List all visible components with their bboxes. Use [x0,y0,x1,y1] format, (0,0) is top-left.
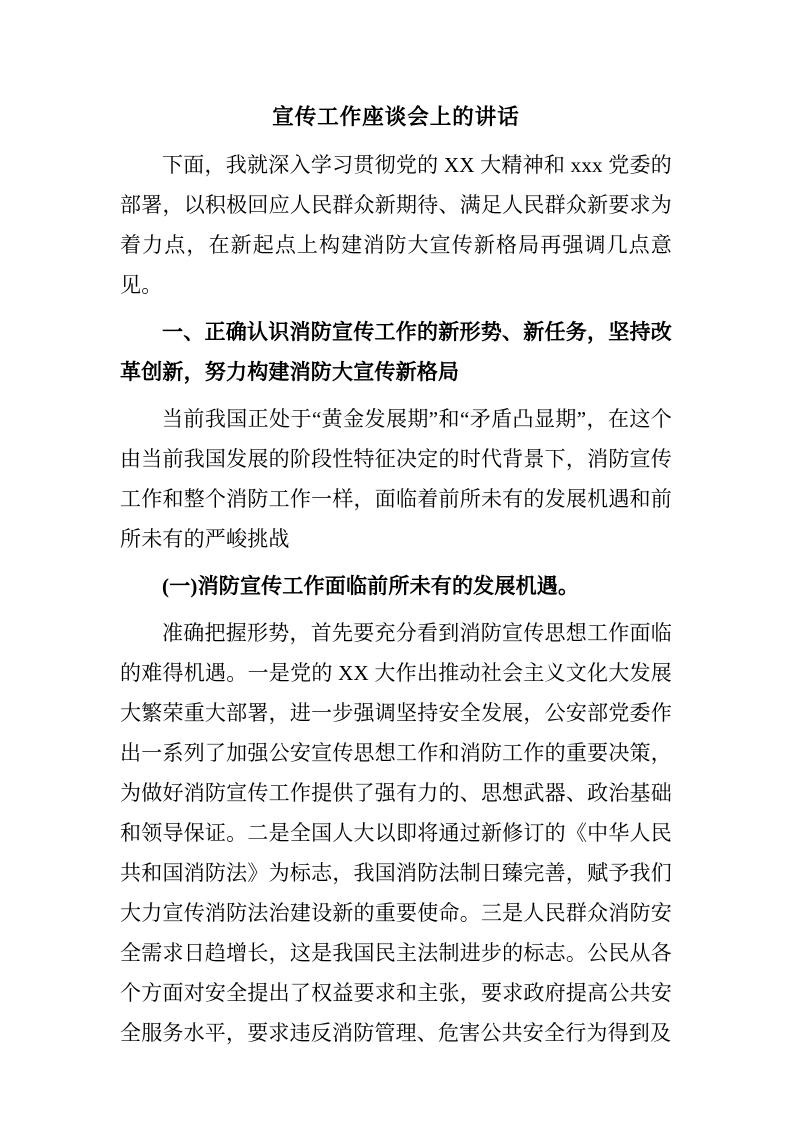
paragraph-intro: 下面，我就深入学习贯彻党的 XX 大精神和 xxx 党委的部署，以积极回应人民群众新期待、满足人民群众新要求为着力点，在新起点上构建消防大宣传新格局再强调几点意见。 [120,153,672,297]
section-heading-1: 一、正确认识消防宣传工作的新形势、新任务，坚持改革创新，努力构建消防大宣传新格局 [120,320,672,384]
subsection-heading-1-1: (一)消防宣传工作面临前所未有的发展机遇。 [162,574,580,598]
paragraph-opportunities: 准确把握形势，首先要充分看到消防宣传思想工作面临的难得机遇。一是党的 XX 大作出推动社会主义文化大发展大繁荣重大部署，进一步强调坚持安全发展，公安部党委作出一系列了加强公安宣传思想工作和消防工作的重要决策，为做好消防宣传工作提供了强有力的、思想武器、政治基础和领导保证。二是全国人大以即将通过新修订的《中华人民共和国消防法》为标志，我国消防法制日臻完善，赋予我们大力宣传消防法治建设新的重要使命。三是人民群众消防安全需求日趋增长，这是我国民主法制进步的标志。公民从各个方面对安全提出了权益要求和主张，要求政府提高公共安全服务水平，要求违反消防管理、危害公共安全行为得到及 [120,621,672,1045]
document-title: 宣传工作座谈会上的讲话 [272,105,520,129]
paragraph-current-situation: 当前我国正处于“黄金发展期”和“矛盾凸显期”，在这个由当前我国发展的阶段性特征决定的时代背景下，消防宣传工作和整个消防工作一样，面临着前所未有的发展机遇和前所未有的严峻挑战 [120,407,672,551]
